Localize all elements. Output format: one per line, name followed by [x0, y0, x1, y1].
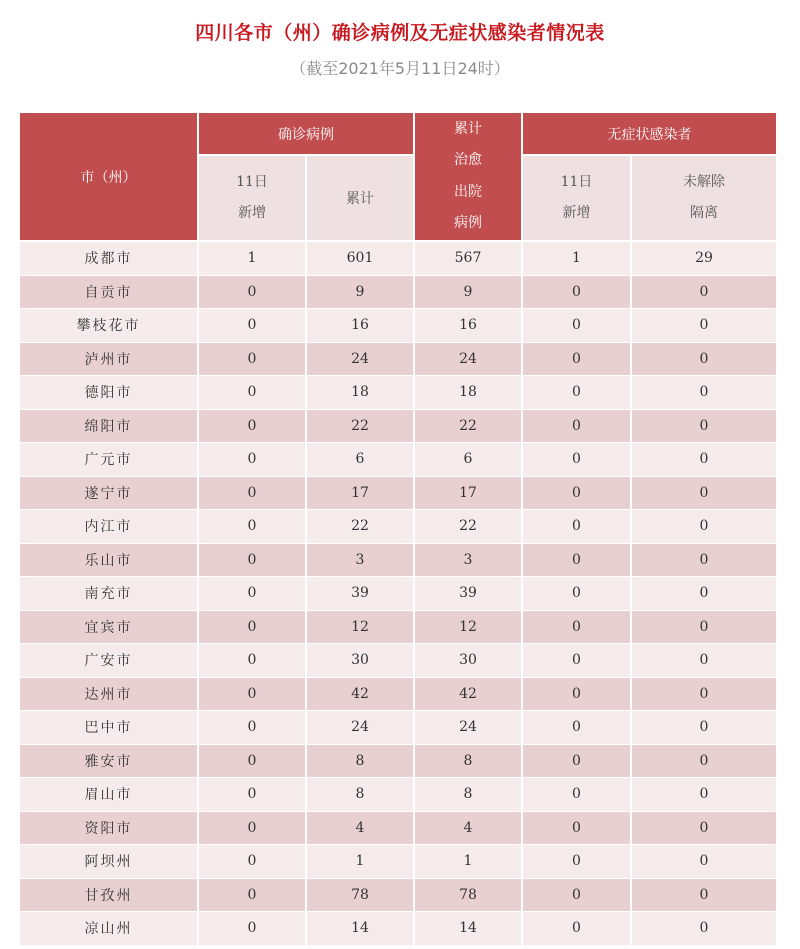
table-cell-text: 泸州市	[84, 351, 133, 368]
table-cell-text: 0	[699, 685, 709, 702]
table-cell-asym-new	[523, 845, 630, 878]
table-cell-text: 0	[247, 585, 257, 602]
header-city	[20, 113, 197, 240]
table-cell-text: 成都市	[84, 251, 133, 268]
table-cell-cured	[415, 443, 521, 476]
table-cell-text: 0	[572, 384, 581, 401]
table-cell-city	[20, 778, 197, 811]
table-cell-text: 0	[572, 484, 581, 501]
table-cell-text: 遂宁市	[84, 485, 133, 502]
table-cell-confirmed-new	[199, 778, 305, 811]
table-cell-city	[20, 577, 197, 610]
table-cell-text: 0	[247, 317, 257, 334]
table-cell-text: 自贡市	[84, 284, 133, 301]
table-cell-text: 0	[247, 786, 257, 803]
table-cell-text: 0	[699, 819, 709, 836]
table-cell-city	[20, 477, 197, 510]
table-cell-city	[20, 343, 197, 376]
table-cell-text: 8	[355, 752, 365, 769]
table-cell-text: 眉山市	[84, 787, 133, 804]
table-cell-text: 宜宾市	[84, 619, 133, 636]
table-cell-text: 巴中市	[84, 720, 133, 737]
table-cell-text: 德阳市	[84, 385, 133, 402]
table-cell-confirmed-new	[199, 611, 305, 644]
table-cell-asym-unreleased	[632, 376, 776, 409]
table-cell-text: 0	[572, 585, 581, 602]
table-cell-cured	[415, 309, 521, 342]
table-cell-text: 0	[699, 618, 709, 635]
table-cell-city	[20, 644, 197, 677]
table-cell-text: 0	[572, 551, 581, 568]
table-cell-cured	[415, 544, 521, 577]
table-cell-asym-unreleased	[632, 443, 776, 476]
table-cell-confirmed-total	[307, 376, 413, 409]
table-cell-confirmed-new	[199, 879, 305, 912]
table-cell-text: 14	[459, 920, 477, 937]
header-asymptomatic-group	[523, 113, 776, 154]
table-cell-text: 3	[463, 551, 473, 568]
table-cell-confirmed-total	[307, 644, 413, 677]
table-cell-text: 17	[351, 484, 369, 501]
table-cell-text: 0	[699, 317, 709, 334]
table-cell-text: 8	[355, 786, 365, 803]
table-cell-text: 0	[572, 685, 581, 702]
table-cell-city	[20, 410, 197, 443]
header-confirmed-new-line1: 11日	[236, 174, 268, 190]
table-cell-text: 0	[247, 920, 257, 937]
table-cell-confirmed-total	[307, 678, 413, 711]
table-cell-confirmed-total	[307, 711, 413, 744]
table-cell-text: 0	[247, 350, 257, 367]
table-cell-text: 16	[459, 317, 477, 334]
table-cell-confirmed-new	[199, 376, 305, 409]
table-cell-confirmed-new	[199, 678, 305, 711]
table-cell-cured	[415, 242, 521, 275]
header-cured-line4: 病例	[454, 215, 482, 231]
table-cell-asym-new	[523, 343, 630, 376]
table-cell-asym-new	[523, 611, 630, 644]
table-cell-asym-new	[523, 812, 630, 845]
table-cell-text: 南充市	[84, 586, 133, 603]
table-cell-asym-unreleased	[632, 544, 776, 577]
table-cell-text: 0	[247, 819, 257, 836]
table-cell-asym-unreleased	[632, 577, 776, 610]
table-cell-asym-unreleased	[632, 343, 776, 376]
table-cell-asym-new	[523, 577, 630, 610]
header-asym-unreleased-line1: 未解除	[683, 174, 725, 190]
table-cell-asym-new	[523, 879, 630, 912]
table-cell-text: 14	[351, 920, 369, 937]
table-cell-asym-unreleased	[632, 778, 776, 811]
table-cell-asym-unreleased	[632, 276, 776, 309]
table-cell-confirmed-total	[307, 812, 413, 845]
table-cell-text: 3	[355, 551, 365, 568]
header-confirmed-total-label: 累计	[346, 191, 374, 207]
table-cell-text: 0	[699, 417, 709, 434]
header-asym-new-line2: 新增	[562, 205, 591, 221]
table-cell-text: 601	[346, 250, 374, 267]
table-cell-confirmed-total	[307, 544, 413, 577]
table-cell-text: 0	[572, 652, 581, 669]
header-cured-line1: 累计	[454, 120, 482, 137]
table-cell-text: 17	[459, 484, 477, 501]
table-cell-asym-unreleased	[632, 644, 776, 677]
header-city-label: 市（州）	[80, 169, 137, 186]
header-asym-unreleased	[632, 156, 776, 240]
table-cell-confirmed-total	[307, 912, 413, 945]
table-cell-text: 0	[247, 886, 257, 903]
header-confirmed-new-line2: 新增	[237, 205, 266, 221]
table-cell-asym-new	[523, 510, 630, 543]
table-cell-text: 0	[247, 719, 257, 736]
table-cell-text: 阿坝州	[84, 854, 133, 871]
table-cell-text: 42	[351, 685, 369, 702]
table-cell-city	[20, 276, 197, 309]
table-cell-cured	[415, 343, 521, 376]
header-confirmed-group-label: 确诊病例	[278, 126, 334, 143]
table-cell-text: 0	[572, 417, 581, 434]
table-cell-confirmed-new	[199, 711, 305, 744]
table-cell-asym-unreleased	[632, 845, 776, 878]
table-cell-text: 内江市	[84, 519, 133, 536]
table-cell-text: 16	[351, 317, 369, 334]
table-cell-asym-unreleased	[632, 242, 776, 275]
table-cell-text: 0	[247, 551, 257, 568]
table-cell-confirmed-new	[199, 276, 305, 309]
table-cell-text: 0	[572, 853, 581, 870]
table-cell-text: 24	[459, 350, 477, 367]
table-cell-text: 0	[572, 886, 581, 903]
table-cell-cured	[415, 678, 521, 711]
table-cell-confirmed-total	[307, 410, 413, 443]
table-cell-text: 0	[247, 752, 257, 769]
table-cell-text: 42	[459, 685, 477, 702]
table-cell-text: 22	[351, 518, 369, 535]
table-cell-text: 39	[351, 585, 369, 602]
table-cell-city	[20, 912, 197, 945]
table-cell-confirmed-new	[199, 242, 305, 275]
table-cell-city	[20, 745, 197, 778]
table-cell-text: 广元市	[84, 452, 133, 469]
table-cell-text: 0	[572, 283, 581, 300]
table-cell-text: 0	[699, 551, 709, 568]
page-title: 四川各市（州）确诊病例及无症状感染者情况表	[195, 22, 605, 44]
table-cell-asym-new	[523, 242, 630, 275]
table-cell-text: 1	[463, 853, 473, 870]
table-cell-cured	[415, 845, 521, 878]
header-confirmed-total	[307, 156, 413, 240]
table-cell-confirmed-new	[199, 510, 305, 543]
table-cell-text: 0	[247, 484, 257, 501]
table-cell-text: 22	[351, 417, 369, 434]
table-cell-asym-new	[523, 443, 630, 476]
table-cell-asym-unreleased	[632, 309, 776, 342]
table-cell-text: 0	[247, 652, 257, 669]
table-cell-text: 0	[699, 384, 709, 401]
table-cell-confirmed-new	[199, 477, 305, 510]
table-cell-asym-unreleased	[632, 711, 776, 744]
header-confirmed-new	[199, 156, 305, 240]
table-cell-confirmed-new	[199, 343, 305, 376]
table-cell-text: 18	[351, 384, 369, 401]
table-cell-text: 1	[247, 250, 257, 267]
table-cell-city	[20, 309, 197, 342]
table-cell-text: 8	[463, 786, 473, 803]
table-cell-text: 12	[351, 618, 369, 635]
table-cell-cured	[415, 611, 521, 644]
table-cell-text: 78	[459, 886, 477, 903]
table-cell-text: 0	[699, 652, 709, 669]
table-cell-text: 0	[247, 384, 257, 401]
table-cell-confirmed-total	[307, 778, 413, 811]
table-cell-confirmed-new	[199, 644, 305, 677]
table-cell-city	[20, 711, 197, 744]
table-cell-asym-unreleased	[632, 745, 776, 778]
table-cell-text: 4	[355, 819, 365, 836]
table-cell-text: 24	[351, 719, 369, 736]
table-cell-cured	[415, 745, 521, 778]
table-cell-text: 雅安市	[84, 753, 133, 770]
table-cell-confirmed-new	[199, 912, 305, 945]
table-cell-confirmed-new	[199, 443, 305, 476]
table-cell-asym-unreleased	[632, 912, 776, 945]
table-cell-asym-unreleased	[632, 510, 776, 543]
table-cell-cured	[415, 778, 521, 811]
header-asymptomatic-group-label: 无症状感染者	[607, 126, 692, 143]
table-cell-city	[20, 678, 197, 711]
table-cell-confirmed-total	[307, 477, 413, 510]
table-cell-asym-unreleased	[632, 611, 776, 644]
table-cell-text: 0	[699, 585, 709, 602]
table-cell-asym-unreleased	[632, 410, 776, 443]
table-cell-text: 12	[459, 618, 477, 635]
table-cell-text: 0	[572, 752, 581, 769]
table-cell-confirmed-new	[199, 577, 305, 610]
table-cell-text: 0	[699, 920, 709, 937]
table-cell-asym-new	[523, 912, 630, 945]
table-cell-cured	[415, 477, 521, 510]
header-asym-unreleased-line2: 隔离	[690, 205, 718, 221]
table-cell-asym-new	[523, 309, 630, 342]
table-cell-text: 0	[699, 484, 709, 501]
table-cell-text: 0	[247, 618, 257, 635]
table-cell-cured	[415, 879, 521, 912]
table-cell-text: 凉山州	[84, 921, 133, 938]
table-cell-text: 22	[459, 417, 477, 434]
table-cell-confirmed-total	[307, 879, 413, 912]
header-asym-new-line1: 11日	[560, 174, 593, 190]
table-cell-asym-new	[523, 276, 630, 309]
table-cell-asym-unreleased	[632, 477, 776, 510]
table-cell-text: 0	[572, 786, 581, 803]
table-cell-cured	[415, 711, 521, 744]
table-cell-text: 22	[459, 518, 477, 535]
table-cell-cured	[415, 376, 521, 409]
table-cell-text: 9	[355, 283, 365, 300]
table-cell-confirmed-new	[199, 309, 305, 342]
table-cell-text: 78	[351, 886, 369, 903]
table-cell-text: 广安市	[84, 653, 133, 670]
table-cell-text: 0	[247, 518, 257, 535]
table-cell-city	[20, 611, 197, 644]
page-subtitle: （截至2021年5月11日24时）	[290, 59, 510, 78]
table-cell-city	[20, 443, 197, 476]
table-cell-confirmed-new	[199, 544, 305, 577]
table-cell-confirmed-total	[307, 745, 413, 778]
table-cell-text: 0	[699, 350, 709, 367]
table-cell-asym-new	[523, 410, 630, 443]
table-cell-text: 0	[699, 719, 709, 736]
table-cell-text: 0	[247, 451, 257, 468]
table-cell-text: 0	[247, 417, 257, 434]
table-cell-text: 0	[247, 685, 257, 702]
table-cell-confirmed-total	[307, 242, 413, 275]
table-cell-text: 0	[572, 819, 581, 836]
table-cell-text: 0	[572, 719, 581, 736]
table-cell-text: 0	[699, 853, 709, 870]
table-cell-confirmed-total	[307, 276, 413, 309]
table-cell-city	[20, 544, 197, 577]
table-cell-asym-unreleased	[632, 879, 776, 912]
table-cell-text: 6	[355, 451, 365, 468]
table-cell-text: 0	[699, 451, 709, 468]
table-cell-text: 39	[459, 585, 477, 602]
table-cell-cured	[415, 577, 521, 610]
table-cell-confirmed-total	[307, 611, 413, 644]
table-cell-asym-new	[523, 376, 630, 409]
table-cell-text: 0	[572, 518, 581, 535]
table-cell-cured	[415, 276, 521, 309]
table-cell-asym-new	[523, 477, 630, 510]
header-cured	[415, 113, 521, 240]
table-cell-text: 9	[463, 283, 473, 300]
table-cell-text: 1	[355, 853, 365, 870]
table-cell-confirmed-total	[307, 577, 413, 610]
table-cell-asym-new	[523, 544, 630, 577]
table-cell-text: 0	[699, 886, 709, 903]
header-confirmed-group	[199, 113, 413, 154]
table-cell-text: 24	[351, 350, 369, 367]
table-cell-cured	[415, 644, 521, 677]
header-cured-line2: 治愈	[454, 152, 482, 168]
table-cell-confirmed-total	[307, 510, 413, 543]
table-cell-text: 24	[459, 719, 477, 736]
table-cell-text: 0	[247, 283, 257, 300]
table-cell-text: 0	[699, 786, 709, 803]
table-cell-text: 18	[459, 384, 477, 401]
table-cell-text: 0	[572, 920, 581, 937]
table-cell-text: 0	[572, 451, 581, 468]
table-cell-asym-new	[523, 711, 630, 744]
table-cell-city	[20, 242, 197, 275]
table-cell-city	[20, 879, 197, 912]
table-cell-asym-unreleased	[632, 812, 776, 845]
table-cell-asym-new	[523, 745, 630, 778]
table-cell-text: 0	[699, 283, 709, 300]
table-cell-text: 0	[247, 853, 257, 870]
table-cell-confirmed-new	[199, 410, 305, 443]
table-cell-city	[20, 845, 197, 878]
table-cell-text: 29	[695, 250, 713, 267]
table-cell-confirmed-total	[307, 343, 413, 376]
table-cell-asym-new	[523, 778, 630, 811]
table-cell-text: 567	[454, 250, 482, 267]
table-cell-cured	[415, 410, 521, 443]
table-cell-text: 资阳市	[84, 820, 133, 837]
table-cell-city	[20, 510, 197, 543]
table-cell-text: 30	[351, 652, 369, 669]
header-asym-new	[523, 156, 630, 240]
table-cell-confirmed-new	[199, 812, 305, 845]
table-cell-asym-new	[523, 644, 630, 677]
table-cell-text: 4	[463, 819, 473, 836]
table-cell-text: 0	[572, 618, 581, 635]
table-cell-text: 1	[572, 250, 581, 267]
table-cell-text: 0	[572, 317, 581, 334]
header-cured-line3: 出院	[454, 183, 482, 200]
table-cell-confirmed-total	[307, 309, 413, 342]
table-cell-text: 乐山市	[84, 552, 133, 569]
table-cell-cured	[415, 912, 521, 945]
table-cell-confirmed-total	[307, 845, 413, 878]
table-cell-confirmed-new	[199, 745, 305, 778]
table-cell-text: 30	[459, 652, 477, 669]
table-cell-city	[20, 812, 197, 845]
table-cell-text: 0	[572, 350, 581, 367]
table-cell-text: 0	[699, 518, 709, 535]
table-cell-cured	[415, 510, 521, 543]
table-cell-text: 绵阳市	[84, 418, 133, 435]
table-cell-confirmed-new	[199, 845, 305, 878]
table-cell-asym-unreleased	[632, 678, 776, 711]
table-cell-asym-new	[523, 678, 630, 711]
table-cell-text: 攀枝花市	[76, 318, 141, 335]
table-cell-cured	[415, 812, 521, 845]
table-cell-text: 8	[463, 752, 473, 769]
table-cell-city	[20, 376, 197, 409]
table-cell-text: 甘孜州	[84, 887, 133, 904]
table-cell-text: 6	[463, 451, 473, 468]
table-cell-confirmed-total	[307, 443, 413, 476]
table-cell-text: 达州市	[84, 686, 133, 703]
table-cell-text: 0	[699, 752, 709, 769]
